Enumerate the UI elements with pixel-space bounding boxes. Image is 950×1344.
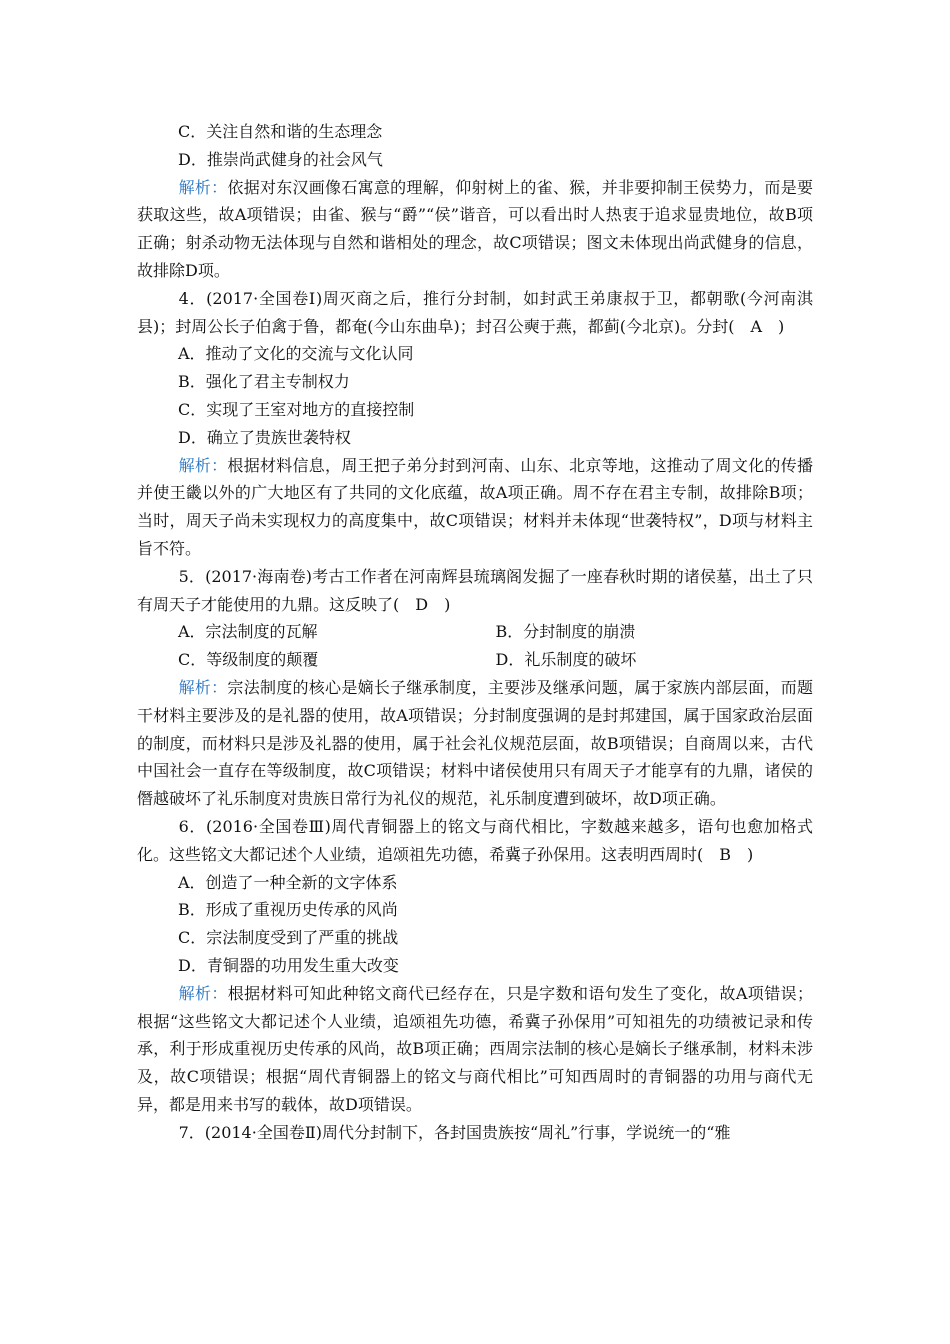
q5-option-a: A．宗法制度的瓦解 — [178, 622, 318, 642]
explanation-label: 解析： — [178, 455, 228, 475]
q4-option-c: C．实现了王室对地方的直接控制 — [178, 399, 415, 419]
q3-explanation — [137, 174, 813, 285]
q4-option-b: B．强化了君主专制权力 — [178, 372, 350, 392]
q6-option-d: D．青铜器的功用发生重大改变 — [178, 955, 399, 975]
q6-option-a: A．创造了一种全新的文字体系 — [178, 872, 398, 892]
document-body — [137, 118, 813, 1146]
explanation-label: 解析： — [178, 677, 228, 697]
q6-option-c: C．宗法制度受到了严重的挑战 — [178, 928, 399, 948]
q3-option-c: C．关注自然和谐的生态理念 — [178, 122, 383, 141]
q5-options-row-1 — [137, 618, 813, 646]
q5-explanation-text: 宗法制度的核心是嫡长子继承制度，主要涉及继承问题，属于家族内部层面，而题干材料主要涉及的是礼器的使用，故A项错误；分封制度强调的是封邦建国，属于国家政治层面的制度，而材料只是涉及礼器的使用，属于社会礼仪规范层面，故B项错误；自商周以来，古代中国社会一直存在等级制度，故C项错误；材料中诸侯使用只有周天子才能享有的九鼎，诸侯的僭越破坏了礼乐制度对贵族日常行为礼仪的规范，礼乐制度遭到破坏，故D项正确。 — [137, 677, 813, 809]
q4-explanation — [137, 452, 813, 563]
q6-option-b: B．形成了重视历史传承的风尚 — [178, 900, 398, 920]
q4-option-a: A．推动了文化的交流与文化认同 — [178, 344, 414, 364]
q5-option-d: D．礼乐制度的破坏 — [495, 650, 637, 670]
q6-stem: 6．(2016·全国卷Ⅲ)周代青铜器上的铭文与商代相比，字数越来越多，语句也愈加格式化。这些铭文大都记述个人业绩，追颂祖先功德，希冀子孙保用。这表明西周时( B ) — [137, 816, 813, 864]
q7-stem: 7．(2014·全国卷Ⅱ)周代分封制下，各封国贵族按“周礼”行事，学说统一的“雅 — [178, 1122, 731, 1142]
q4-option-d: D．确立了贵族世袭特权 — [178, 427, 351, 447]
q5-stem: 5．(2017·海南卷)考古工作者在河南辉县琉璃阁发掘了一座春秋时期的诸侯墓，出土了只有周天子才能使用的九鼎。这反映了( D ) — [137, 566, 813, 614]
q3-explanation-text: 依据对东汉画像石寓意的理解，仰射树上的雀、猴，并非要抑制王侯势力，而是要获取这些，故A项错误；由雀、猴与“爵”“侯”谐音，可以看出时人热衷于追求显贵地位，故B项正确；射杀动物无法体现与自然和谐相处的理念，故C项错误；图文未体现出尚武健身的信息，故排除D项。 — [137, 177, 813, 280]
q6-explanation — [137, 980, 813, 1119]
q4-stem: 4．(2017·全国卷Ⅰ)周灭商之后，推行分封制，如封武王弟康叔于卫，都朝歌(今河南淇县)；封周公长子伯禽于鲁，都奄(今山东曲阜)；封召公奭于燕，都蓟(今北京)。分封( A ) — [137, 288, 813, 336]
q5-options-row-2 — [137, 646, 813, 674]
explanation-label: 解析： — [178, 983, 228, 1003]
q6-explanation-text: 根据材料可知此种铭文商代已经存在，只是字数和语句发生了变化，故A项错误；根据“这些铭文大都记述个人业绩，追颂祖先功德，希冀子孙保用”可知祖先的功绩被记录和传承，利于形成重视历史传承的风尚，故B项正确；西周宗法制的核心是嫡长子继承制，材料未涉及，故C项错误；根据“周代青铜器上的铭文与商代相比”可知西周时的青铜器的功用与商代无异，都是用来书写的载体，故D项错误。 — [137, 983, 813, 1114]
q4-explanation-text: 根据材料信息，周王把子弟分封到河南、山东、北京等地，这推动了周文化的传播并使王畿以外的广大地区有了共同的文化底蕴，故A项正确。周不存在君主专制，故排除B项；当时，周天子尚未实现权力的高度集中，故C项错误；材料并未体现“世袭特权”，D项与材料主旨不符。 — [137, 455, 813, 558]
explanation-label: 解析： — [178, 177, 228, 197]
q3-option-d: D．推崇尚武健身的社会风气 — [178, 149, 383, 169]
q5-explanation — [137, 674, 813, 813]
q5-option-c: C．等级制度的颠覆 — [178, 650, 319, 670]
q5-option-b: B．分封制度的崩溃 — [495, 622, 636, 642]
